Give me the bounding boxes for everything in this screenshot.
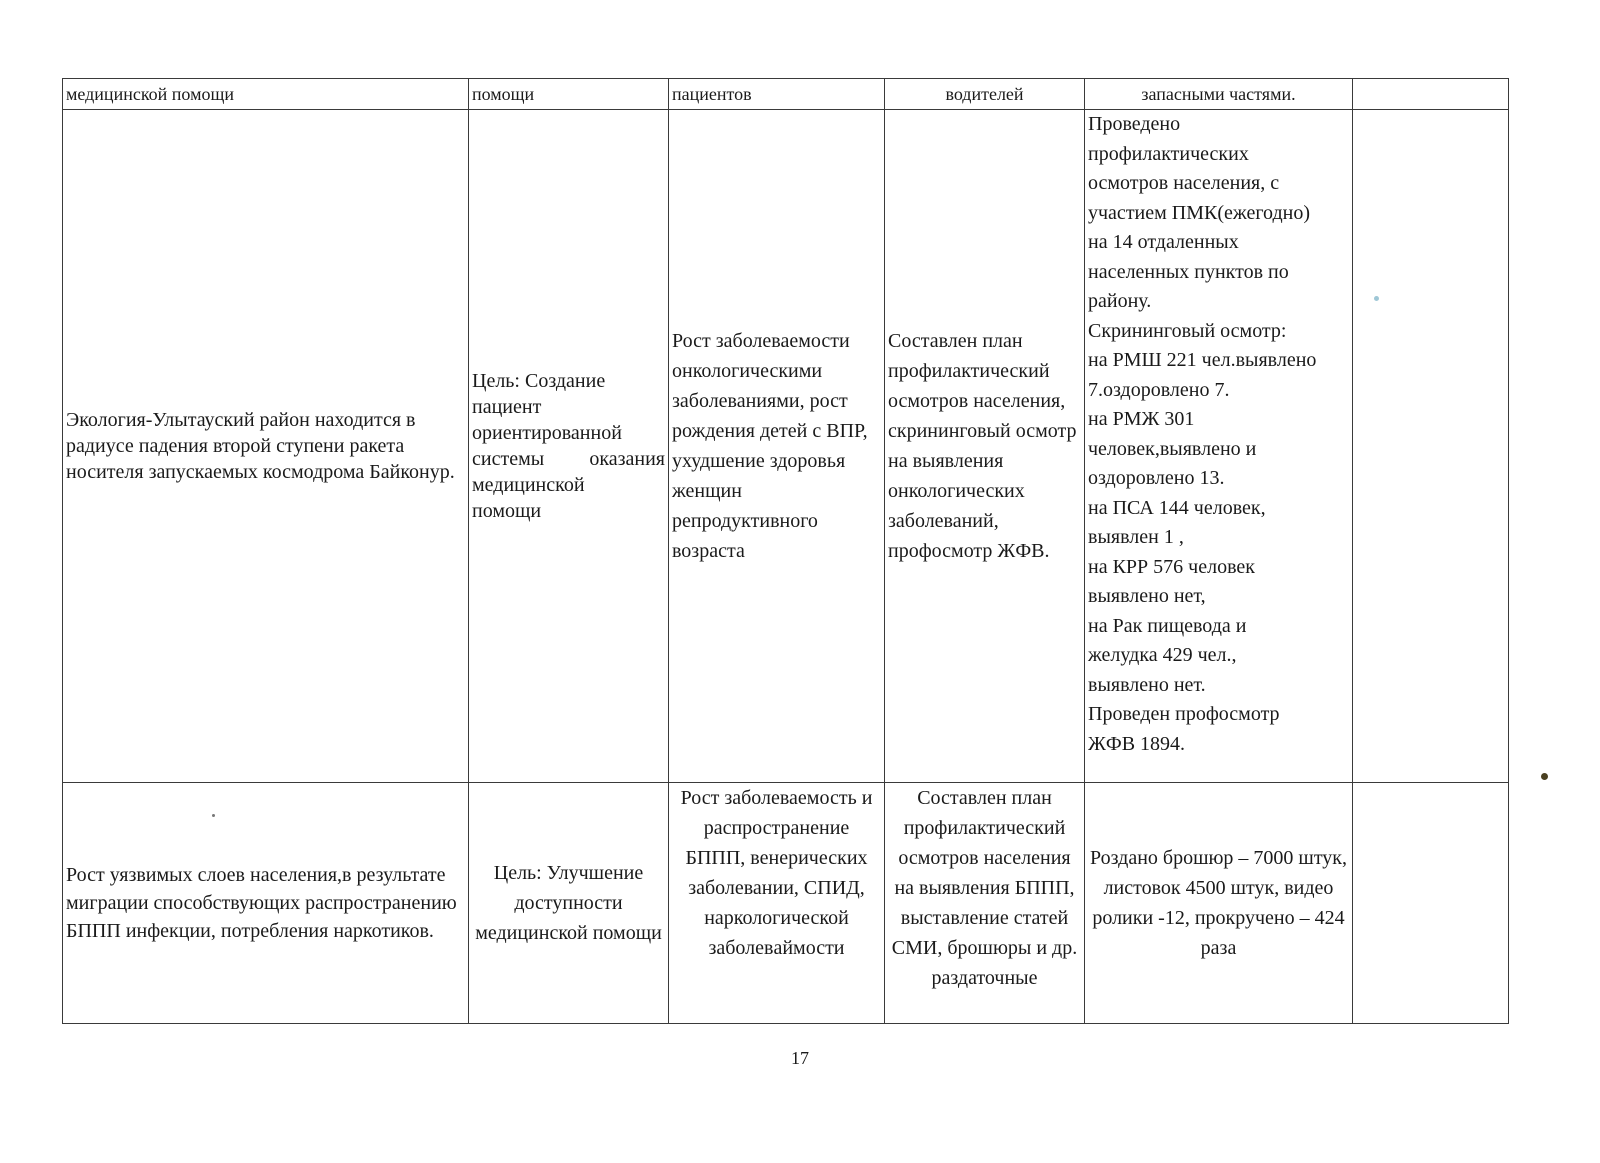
measures-cell: Составлен план профилактический осмотров населения, скрининговый осмотр на выявления онкологических заболеваний, профосмотр ЖФВ. — [885, 110, 1085, 783]
results-cell: Роздано брошюр – 7000 штук, листовок 4500 штук, видео ролики -12, прокручено – 424 раза — [1085, 783, 1353, 1024]
results-line: на ПСА 144 человек, — [1088, 496, 1266, 519]
results-line: желудка 429 чел., — [1088, 644, 1237, 666]
results-line: осмотров населения, с — [1088, 172, 1280, 194]
extra-cell — [1353, 110, 1509, 783]
results-line: населенных пунктов по — [1088, 260, 1289, 283]
table-row — [63, 783, 1509, 1024]
goal-line: системы оказания — [472, 448, 665, 470]
page-number: 17 — [791, 1048, 809, 1068]
measures-cell: Составлен план профилактический осмотров населения на выявления БППП, выставление статей СМИ, брошюры и др. раздаточные — [885, 783, 1085, 1024]
header-cell-4: водителей — [885, 79, 1085, 110]
measures-table — [62, 78, 1509, 1024]
goal-line: ориентированной — [472, 422, 622, 444]
results-line: выявлено нет. — [1088, 673, 1206, 696]
results-line: на КРР 576 человек — [1088, 555, 1256, 578]
goal-cell — [469, 110, 669, 783]
header-cell-2: помощи — [469, 79, 669, 110]
table-header-row — [63, 79, 1509, 110]
results-line: на 14 отдаленных — [1088, 231, 1239, 253]
results-line: на Рак пищевода и — [1088, 614, 1247, 637]
results-line: Проведен профосмотр — [1088, 703, 1280, 725]
results-cell — [1085, 110, 1353, 783]
results-line: району. — [1088, 290, 1152, 312]
goal-line: помощи — [472, 500, 542, 522]
results-line: оздоровлено 13. — [1088, 467, 1225, 489]
scan-speck — [1541, 773, 1548, 780]
results-line: участием ПМК(ежегодно) — [1088, 201, 1310, 224]
consequence-cell: Рост заболеваемости онкологическими заболеваниями, рост рождения детей с ВПР, ухудшение здоровья женщин репродуктивного возраста — [669, 110, 885, 783]
results-line: человек,выявлено и — [1088, 437, 1257, 460]
results-line: профилактических — [1088, 142, 1249, 165]
results-line: ЖФВ 1894. — [1088, 732, 1186, 755]
consequence-cell: Рост заболеваемость и распространение БППП, венерических заболевании, СПИД, наркологической заболевaймости — [669, 783, 885, 1024]
results-line: 7.оздоровлено 7. — [1088, 378, 1230, 401]
results-line: выявлено нет, — [1088, 585, 1206, 607]
problem-cell: Экология-Улытауский район находится в радиусе падения второй ступени ракета носителя запускаемых космодрома Байконур. — [63, 110, 469, 783]
header-cell-6 — [1353, 79, 1509, 110]
results-line: Скрининговый осмотр: — [1088, 319, 1287, 342]
header-cell-5: запасными частями. — [1085, 79, 1353, 110]
goal-line: пациент — [472, 396, 542, 418]
header-cell-1: медицинской помощи — [63, 79, 469, 110]
table-row — [63, 110, 1509, 783]
problem-cell: Рост уязвимых слоев населения,в результате миграции способствующих распространению БППП инфекции, потребления наркотиков. — [63, 783, 469, 1024]
results-line: Проведено — [1088, 113, 1181, 135]
scan-speck — [1374, 296, 1379, 301]
results-line: выявлен 1 , — [1088, 526, 1184, 548]
results-line: на РМЖ 301 — [1088, 408, 1195, 430]
header-cell-3: пациентов — [669, 79, 885, 110]
goal-line: медицинской — [472, 474, 585, 496]
goal-cell: Цель: Улучшение доступности медицинской помощи — [469, 783, 669, 1024]
results-line: на РМШ 221 чел.выявлено — [1088, 349, 1317, 371]
goal-line: Цель: Создание — [472, 370, 606, 392]
extra-cell — [1353, 783, 1509, 1024]
scan-speck — [212, 814, 215, 817]
